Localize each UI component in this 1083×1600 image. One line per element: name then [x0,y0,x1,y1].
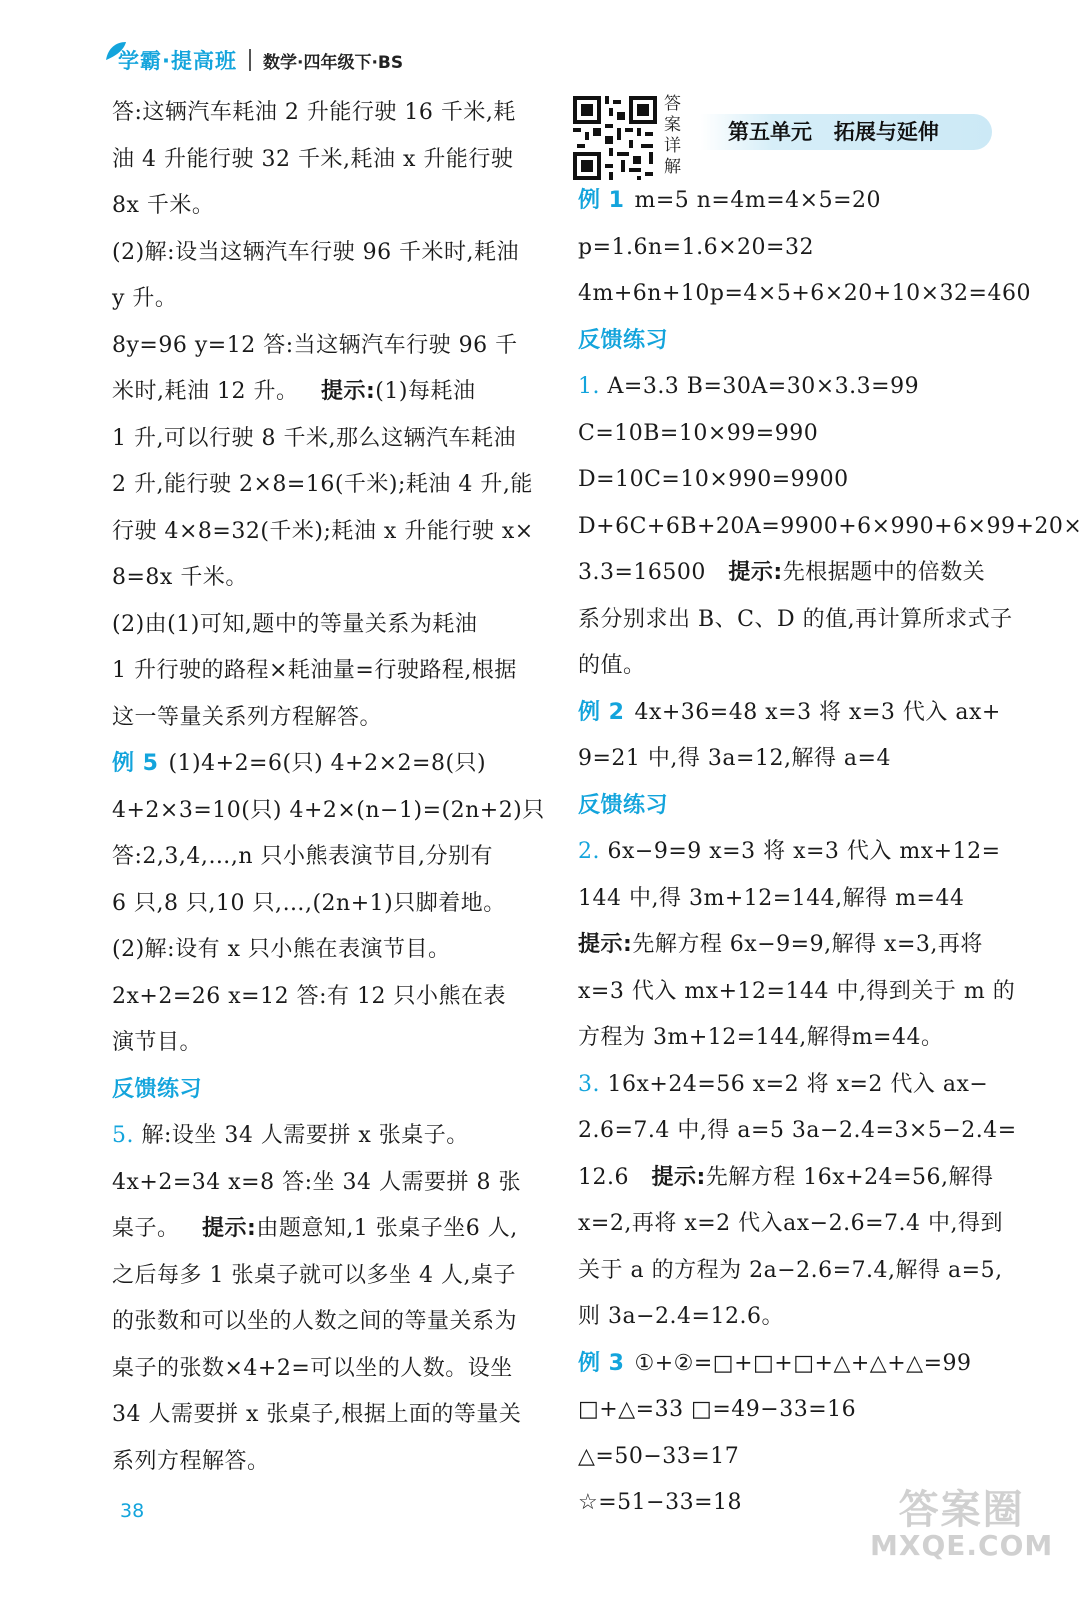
problem-number: 2. [578,839,600,864]
text-line [578,550,1018,597]
left-column [112,90,552,1485]
example-label: 例 2 [578,699,625,725]
text-line: 之后每多 1 张桌子就可以多坐 4 人,桌子 [112,1262,516,1288]
tip-label: 提示: [651,1164,706,1190]
text-line [578,922,1018,969]
problem-number: 5. [112,1123,134,1148]
tip-label: 提示: [728,560,783,585]
text-line [112,369,552,416]
problem-number: 3. [578,1071,600,1097]
text-line: 的值。 [578,653,646,678]
text-line: D+6C+6B+20A=9900+6×990+6×99+20× [578,513,1083,539]
feedback-heading: 反馈练习 [578,327,669,353]
page-number: 38 [120,1500,145,1522]
qr-caption: 答案详解 [664,94,681,177]
text-line: 关于 a 的方程为 2a−2.6=7.4,解得 a=5, [578,1257,1003,1283]
page-header [100,42,403,78]
text-span: (1)每耗油 [375,379,476,404]
text-span: 3.3=16500 [578,560,706,585]
unit-title: 第五单元 拓展与延伸 [728,120,939,144]
brand-title: 学霸·提高班 [118,49,237,73]
text-line: 则 3a−2.4=12.6。 [578,1304,784,1329]
text-line: 6 只,8 只,10 只,…,(2n+1)只脚着地。 [112,890,506,916]
text-line: (2)解:设有 x 只小熊在表演节目。 [112,937,451,962]
text-line: 144 中,得 3m+12=144,解得 m=44 [578,885,965,911]
problem-3-line [578,1062,1018,1109]
text-line: 8y=96 y=12 答:当这辆汽车行驶 96 千 [112,332,518,358]
tip-label: 提示: [578,932,633,957]
text-line: 答:2,3,4,…,n 只小熊表演节目,分别有 [112,844,494,869]
text-line: 4m+6n+10p=4×5+6×20+10×32=460 [578,281,1031,306]
text-line: 2x+2=26 x=12 答:有 12 只小熊在表 [112,983,506,1009]
text-span: 桌子。 [112,1216,180,1241]
text-span: (1)4+2=6(只) 4+2×2=8(只) [168,751,487,776]
text-line: 系分别求出 B、C、D 的值,再计算所求式子 [578,606,1013,632]
text-span: 6x−9=9 x=3 将 x=3 代入 mx+12= [607,839,1001,864]
example-label: 例 5 [112,751,159,776]
text-line [112,1206,552,1253]
text-line: 4+2×3=10(只) 4+2×(n−1)=(2n+2)只 [112,797,545,823]
text-line: x=2,再将 x=2 代入ax−2.6=7.4 中,得到 [578,1211,1004,1236]
feedback-heading: 反馈练习 [578,792,669,818]
header-divider [249,49,251,71]
example-label: 例 3 [578,1350,625,1376]
qr-code-icon[interactable] [573,96,657,180]
text-line: 8=8x 千米。 [112,565,248,590]
example-3-line [578,1341,1018,1388]
example-2-line [578,690,1018,737]
text-span: A=3.3 B=30A=30×3.3=99 [607,374,920,399]
text-line: 9=21 中,得 3a=12,解得 a=4 [578,746,891,771]
text-span: 米时,耗油 12 升。 [112,379,299,404]
text-line: 8x 千米。 [112,193,215,218]
text-line: 行驶 4×8=32(千米);耗油 x 升能行驶 x× [112,518,534,544]
problem-number: 1. [578,374,600,399]
text-span: m=5 n=4m=4×5=20 [634,188,882,213]
text-line: 34 人需要拼 x 张桌子,根据上面的等量关 [112,1402,522,1427]
text-span: 先解方程 16x+24=56,解得 [705,1164,994,1190]
text-span: 16x+24=56 x=2 将 x=2 代入 ax− [607,1071,989,1097]
book-title: 数学·四年级下·BS [262,52,404,73]
text-span: 12.6 [578,1164,629,1190]
text-line: 1 升行驶的路程×耗油量=行驶路程,根据 [112,658,517,683]
watermark-url: MXQE.COM [870,1529,1054,1562]
text-span: 先解方程 6x−9=9,解得 x=3,再将 [632,932,983,957]
text-line: 的张数和可以坐的人数之间的等量关系为 [112,1309,518,1334]
text-line: 2 升,能行驶 2×8=16(千米);耗油 4 升,能 [112,472,533,497]
text-line: x=3 代入 mx+12=144 中,得到关于 m 的 [578,978,1016,1004]
text-span: 解:设坐 34 人需要拼 x 张桌子。 [141,1123,469,1148]
text-line: (2)由(1)可知,题中的等量关系为耗油 [112,611,478,637]
example-label: 例 1 [578,188,625,213]
text-line: C=10B=10×99=990 [578,420,819,446]
text-line [578,1155,1018,1202]
text-line: 4x+2=34 x=8 答:坐 34 人需要拼 8 张 [112,1169,521,1195]
text-line: y 升。 [112,286,178,311]
right-column [578,178,1083,1527]
problem-2-line [578,829,1018,876]
text-line: 方程为 3m+12=144,解得m=44。 [578,1025,944,1050]
text-line: 桌子的张数×4+2=可以坐的人数。设坐 [112,1355,513,1381]
text-line: 1 升,可以行驶 8 千米,那么这辆汽车耗油 [112,425,516,451]
tip-label: 提示: [320,379,376,404]
watermark-logo [870,1478,1053,1562]
text-line: 油 4 升能行驶 32 千米,耗油 x 升能行驶 [112,146,514,172]
text-line: 2.6=7.4 中,得 a=5 3a−2.4=3×5−2.4= [578,1118,1017,1143]
text-line: ☆=51−33=18 [578,1490,743,1515]
feedback-heading: 反馈练习 [112,1076,203,1102]
text-span: ①+②=□+□+□+△+△+△=99 [634,1350,972,1376]
text-line: □+△=33 □=49−33=16 [578,1397,857,1422]
text-span: 由题意知,1 张桌子坐6 人, [256,1216,518,1241]
text-line: 这一等量关系列方程解答。 [112,704,383,730]
text-span: 4x+36=48 x=3 将 x=3 代入 ax+ [634,699,1001,725]
text-line: (2)解:设当这辆汽车行驶 96 千米时,耗油 [112,239,520,265]
problem-1-line [578,364,1018,411]
text-line: 系列方程解答。 [112,1448,270,1474]
text-line: D=10C=10×990=9900 [578,467,849,492]
text-line: p=1.6n=1.6×20=32 [578,234,814,260]
watermark-text: 答案圈 [898,1487,1025,1533]
example-5-line [112,741,552,788]
text-line: △=50−33=17 [578,1443,740,1469]
text-line: 演节目。 [112,1030,203,1055]
text-line: 答:这辆汽车耗油 2 升能行驶 16 千米,耗 [112,100,516,125]
text-span: 先根据题中的倍数关 [782,560,986,585]
example-1-line [578,178,1018,225]
problem-5-line [112,1113,552,1160]
tip-label: 提示: [202,1216,257,1241]
